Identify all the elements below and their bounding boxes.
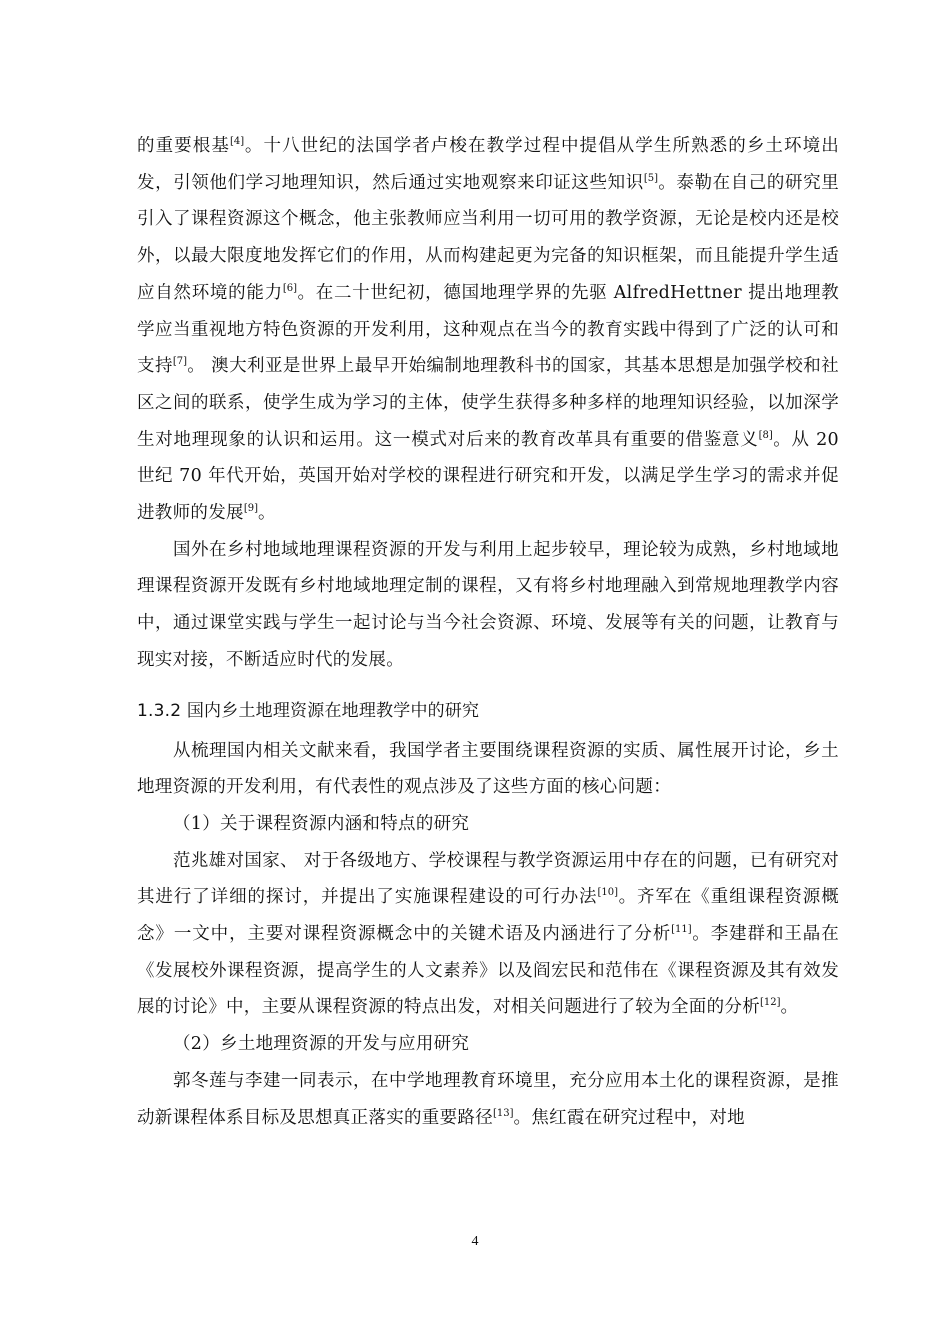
citation-ref: [12] bbox=[760, 997, 781, 1009]
paragraph-foreign-research bbox=[137, 128, 839, 532]
citation-ref: [13] bbox=[493, 1107, 514, 1119]
page-number: 4 bbox=[471, 1234, 479, 1249]
sub-heading-1: （1）关于课程资源内涵和特点的研究 bbox=[173, 813, 470, 834]
paragraph-curriculum-resources bbox=[137, 843, 839, 1027]
citation-ref: [5] bbox=[643, 172, 658, 184]
citation-ref: [6] bbox=[282, 282, 298, 294]
text-run: 郭冬莲与李建一同表示，在中学地理教育环境里，充分应用本土化的课程资源，是推动新课程体系目标及思想真正落实的重要路径 bbox=[137, 1070, 839, 1128]
text-run: 从梳理国内相关文献来看，我国学者主要围绕课程资源的实质、属性展开讨论，乡土地理资源的开发利用，有代表性的观点涉及了这些方面的核心问题： bbox=[137, 740, 839, 798]
citation-ref: [10] bbox=[597, 887, 618, 899]
citation-ref: [8] bbox=[758, 429, 773, 441]
citation-ref: [11] bbox=[671, 924, 692, 936]
text-run: 。在二十世纪初，德国地理学界的先驱 AlfredHettner 提出地理教学应当重视地方特色资源的开发利用，这种观点在当今的教育实践中得到了广泛的认可和支持 bbox=[137, 282, 839, 377]
text-run: 。齐军在《重组课程资源概念》一文中，主要对课程资源概念中的关键术语及内涵进行了分析 bbox=[137, 887, 839, 945]
text-run: 。 澳大利亚是世界上最早开始编制地理教科书的国家，其基本思想是加强学校和社区之间的联系，使学生成为学习的主体，使学生获得多种多样的地理知识经验，以加深学生对地理现象的认识和运用。这一模式对后来的教育改革具有重要的借鉴意义 bbox=[137, 356, 839, 450]
text-run: 。李建群和王晶在《发展校外课程资源，提高学生的人文素养》以及阎宏民和范伟在《课程资源及其有效发展的讨论》中，主要从课程资源的特点出发，对相关问题进行了较为全面的分析 bbox=[137, 924, 839, 1018]
text-run: 。 bbox=[257, 503, 276, 524]
paragraph-local-geography bbox=[137, 1063, 839, 1136]
section-heading: 1.3.2 国内乡土地理资源在地理教学中的研究 bbox=[137, 700, 480, 721]
text-run: 。从 20 世纪 70 年代开始，英国开始对学校的课程进行研究和开发，以满足学生学习的需求并促进教师的发展 bbox=[137, 429, 839, 524]
sub-heading-2: （2）乡土地理资源的开发与应用研究 bbox=[173, 1034, 470, 1055]
body-text bbox=[137, 128, 839, 1136]
citation-ref: [4] bbox=[229, 136, 245, 148]
text-run: 国外在乡村地域地理课程资源的开发与利用上起步较早，理论较为成熟，乡村地域地理课程资源开发既有乡村地域地理定制的课程，又有将乡村地理融入到常规地理教学内容中，通过课堂实践与学生一起讨论与当今社会资源、环境、发展等有关的问题，让教育与现实对接，不断适应时代的发展。 bbox=[137, 539, 839, 670]
citation-ref: [7] bbox=[172, 356, 188, 368]
text-run: 。十八世纪的法国学者卢梭在教学过程中提倡从学生所熟悉的乡土环境出发，引领他们学习地理知识，然后通过实地观察来印证这些知识 bbox=[137, 136, 839, 193]
text-run: 。焦红霞在研究过程中，对地 bbox=[513, 1107, 745, 1128]
text-run: 。 bbox=[780, 997, 799, 1018]
text-run: 范兆雄对国家、 对于各级地方、学校课程与教学资源运用中存在的问题，已有研究对其进行了详细的探讨，并提出了实施课程建设的可行办法 bbox=[137, 850, 839, 908]
text-run: 的重要根基 bbox=[137, 136, 230, 156]
paragraph-foreign-summary bbox=[137, 532, 839, 679]
citation-ref: [9] bbox=[243, 503, 258, 515]
paragraph-domestic-intro bbox=[137, 733, 839, 806]
text-run: 。泰勒在自己的研究里引入了课程资源这个概念，他主张教师应当利用一切可用的教学资源，无论是校内还是校外，以最大限度地发挥它们的作用，从而构建起更为完备的知识框架，而且能提升学生适应自然环境的能力 bbox=[137, 172, 840, 303]
